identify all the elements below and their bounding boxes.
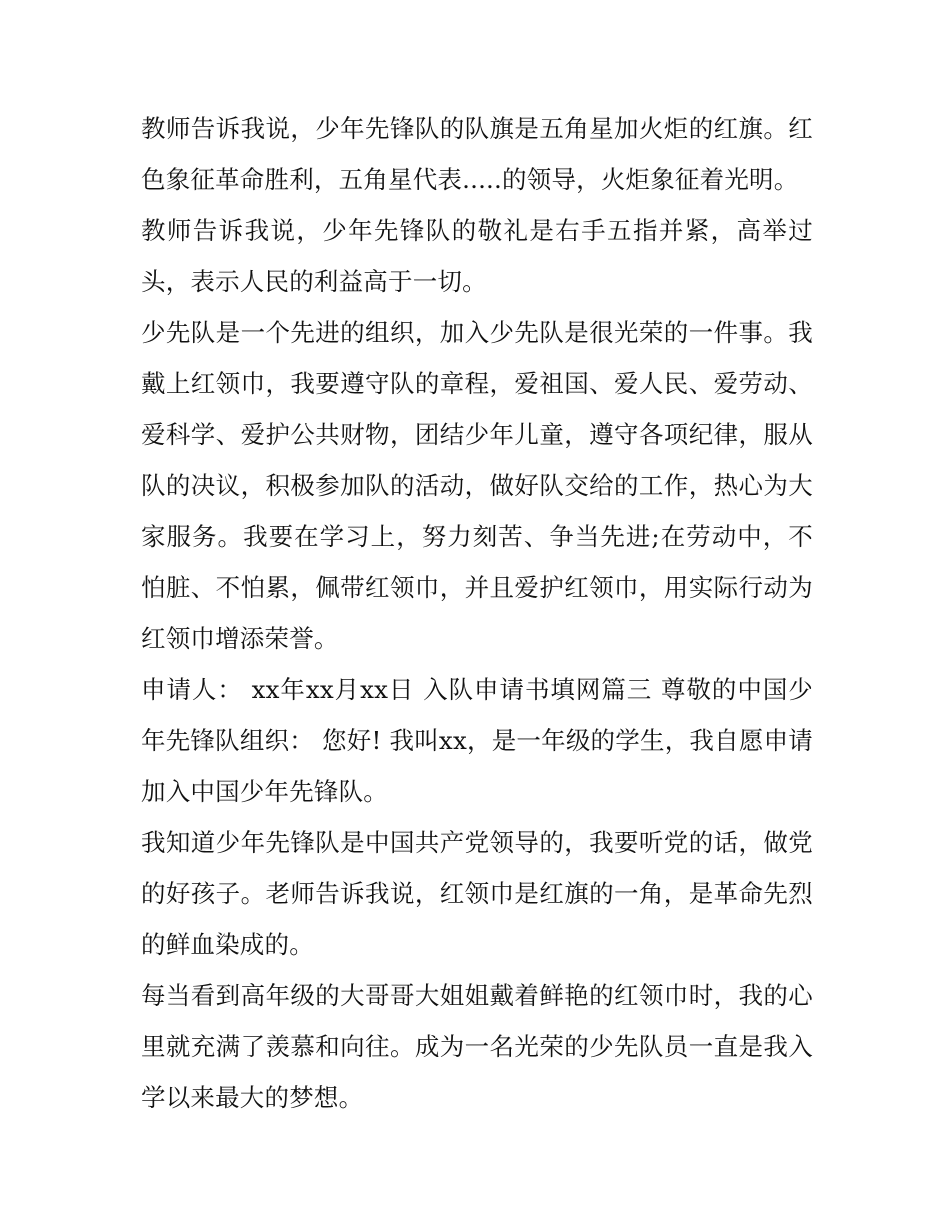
- paragraph-pledge: 少先队是一个先进的组织，加入少先队是很光荣的一件事。我戴上红领巾，我要遵守队的章程，爱祖国、爱人民、爱劳动、爱科学、爱护公共财物，团结少年儿童，遵守各项纪律，服从队的决议，积极参加队的活动，做好队交给的工作，热心为大家服务。我要在学习上，努力刻苦、争当先进;在劳动中，不怕脏、不怕累，佩带红领巾，并且爱护红领巾，用实际行动为红领巾增添荣誉。: [141, 318, 813, 653]
- paragraph-applicant-greeting: 申请人： xx年xx月xx日 入队申请书填网篇三 尊敬的中国少年先锋队组织： 您好! 我叫xx，是一年级的学生，我自愿申请加入中国少年先锋队。: [141, 675, 813, 806]
- paragraph-salute-meaning: 教师告诉我说，少年先锋队的敬礼是右手五指并紧，高举过头，表示人民的利益高于一切。: [141, 216, 813, 296]
- paragraph-dream: 每当看到高年级的大哥哥大姐姐戴着鲜艳的红领巾时，我的心里就充满了羡慕和向往。成为一名光荣的少先队员一直是我入学以来最大的梦想。: [141, 981, 813, 1112]
- document-body: [141, 103, 813, 1123]
- paragraph-party-leadership: 我知道少年先锋队是中国共产党领导的，我要听党的话，做党的好孩子。老师告诉我说，红领巾是红旗的一角，是革命先烈的鲜血染成的。: [141, 828, 813, 959]
- paragraph-flag-meaning: 教师告诉我说，少年先锋队的队旗是五角星加火炬的红旗。红色象征革命胜利，五角星代表.....的领导，火炬象征着光明。: [141, 114, 813, 194]
